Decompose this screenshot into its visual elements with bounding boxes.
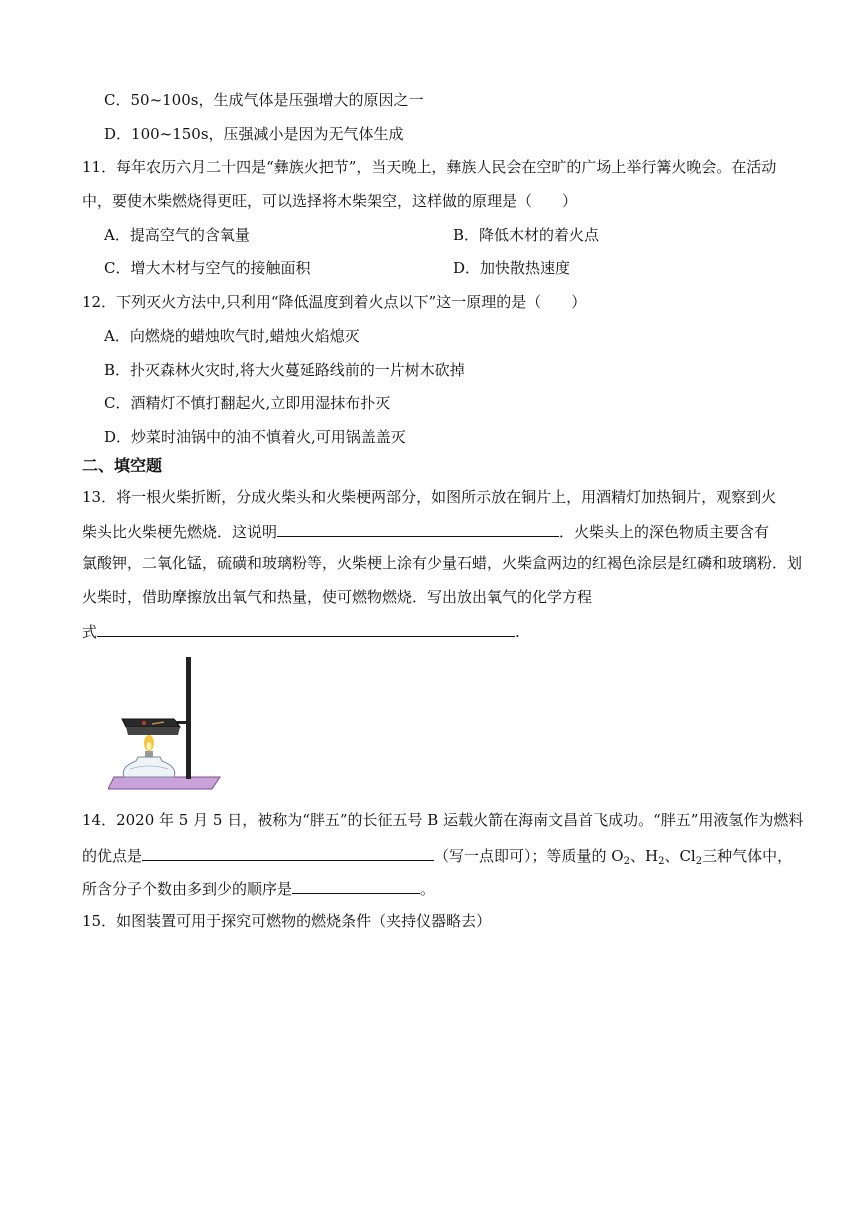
q13-text-a: 柴头比火柴梗先燃烧．这说明 <box>82 523 278 541</box>
q14-text-b: （写一点即可）；等质量的 O <box>434 847 624 865</box>
alcohol-lamp-body <box>123 757 175 777</box>
base-plate <box>108 777 220 789</box>
q10-option-c: C．50~100s，生成气体是压强增大的原因之一 <box>104 91 424 109</box>
q14-stem-line1: 14．2020 年 5 月 5 日，被称为“胖五”的长征五号 B 运载火箭在海南文昌首飞成功。“胖五”用液氢作为燃料 <box>82 811 804 829</box>
q12-option-a: A．向燃烧的蜡烛吹气时,蜡烛火焰熄灭 <box>104 327 360 345</box>
q13-text-b: ．火柴头上的深色物质主要含有 <box>559 523 770 541</box>
q11-option-a: A．提高空气的含氧量 <box>104 226 250 244</box>
q13-blank-2[interactable] <box>97 620 515 637</box>
h2-subscript: 2 <box>658 856 665 867</box>
q13-stem-line4: 火柴时，借助摩擦放出氧气和热量，使可燃物燃烧．写出放出氧气的化学方程 <box>82 588 593 606</box>
q14-text-c: 三种气体中， <box>702 847 793 865</box>
q11-option-c: C．增大木材与空气的接触面积 <box>104 259 311 277</box>
q15-stem: 15．如图装置可用于探究可燃物的燃烧条件（夹持仪器略去） <box>82 912 492 930</box>
q11-option-d: D．加快散热速度 <box>453 259 571 277</box>
q14-text-cl: 、Cl <box>664 847 696 865</box>
q10-option-d: D．100~150s，压强减小是因为无气体生成 <box>104 125 404 143</box>
q14-text-h: 、H <box>629 847 659 865</box>
q13-blank-1[interactable] <box>277 520 559 537</box>
lamp-wick-holder <box>145 751 153 757</box>
cl2-subscript: 2 <box>695 856 703 867</box>
q13-text-c: 式 <box>82 623 98 641</box>
alcohol-lamp-apparatus-figure <box>108 655 228 793</box>
q14-text-e: 。 <box>420 880 436 898</box>
o2-subscript: 2 <box>623 856 630 867</box>
q14-stem-line2 <box>82 844 792 866</box>
flame-core <box>147 742 152 750</box>
q14-text-a: 的优点是 <box>82 847 143 865</box>
q11-stem-line2: 中，要使木柴燃烧得更旺，可以选择将木柴架空，这样做的原理是（ ） <box>82 192 578 210</box>
section-heading: 二、填空题 <box>82 456 163 475</box>
q12-option-c: C．酒精灯不慎打翻起火,立即用湿抹布扑灭 <box>104 394 391 412</box>
q13-stem-line1: 13．将一根火柴折断，分成火柴头和火柴梗两部分，如图所示放在铜片上，用酒精灯加热铜片，观察到火 <box>82 488 777 506</box>
q14-blank-2[interactable] <box>292 877 420 894</box>
q14-blank-1[interactable] <box>142 844 434 861</box>
q14-text-d: 所含分子个数由多到少的顺序是 <box>82 880 293 898</box>
q12-stem: 12．下列灭火方法中,只利用“降低温度到着火点以下”这一原理的是（ ） <box>82 293 587 311</box>
q11-option-b: B．降低木材的着火点 <box>453 226 600 244</box>
q13-text-d: . <box>515 623 520 641</box>
q14-stem-line3 <box>82 877 435 899</box>
copper-sheet-edge <box>126 727 180 735</box>
q13-stem-line2 <box>82 520 769 542</box>
q11-stem-line1: 11．每年农历六月二十四是“彝族火把节”，当天晚上，彝族人民会在空旷的广场上举行篝火晚会。在活动 <box>82 158 777 176</box>
q12-option-d: D．炒菜时油锅中的油不慎着火,可用锅盖盖灭 <box>104 428 406 446</box>
q12-option-b: B．扑灭森林火灾时,将大火蔓延路线前的一片树木砍掉 <box>104 361 465 379</box>
stand-rod <box>186 657 191 779</box>
copper-sheet <box>122 719 180 727</box>
q13-stem-line5 <box>82 620 520 642</box>
match-head <box>142 721 146 725</box>
q13-stem-line3: 氯酸钾，二氧化锰，硫磺和玻璃粉等，火柴梗上涂有少量石蜡，火柴盒两边的红褐色涂层是红磷和玻璃粉．划 <box>82 554 803 572</box>
